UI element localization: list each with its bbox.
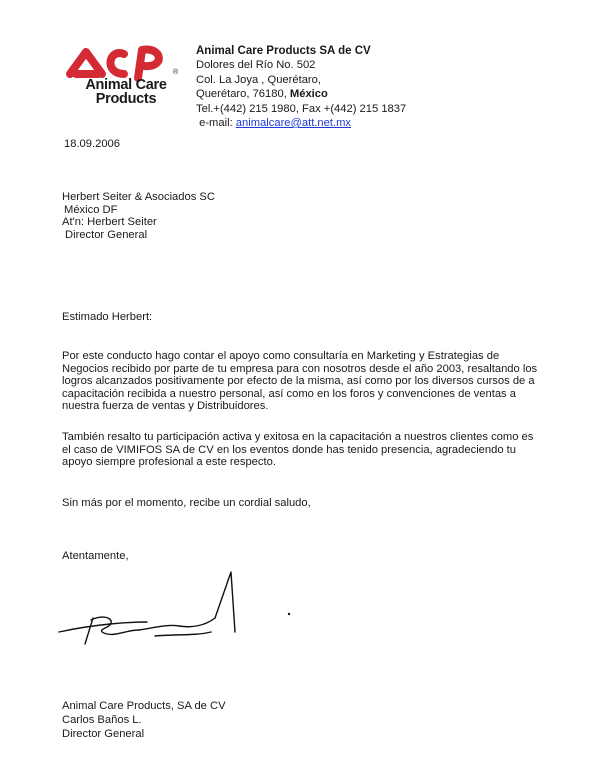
company-logo — [62, 42, 187, 114]
letterhead-address — [196, 44, 406, 130]
handwritten-signature — [55, 566, 305, 656]
body-paragraph-2: También resalto tu participación activa y exitosa en la capacitación a nuestros clientes como es el caso de VIMIFOS SA de CV en los eventos donde has tenido presencia, agradeciendo tu apoyo siempre profesional a este respecto. — [62, 431, 534, 469]
signer-title: Director General — [62, 728, 145, 741]
city-zip-line — [196, 87, 406, 101]
letter-date: 18.09.2006 — [64, 138, 120, 150]
phone-fax: Tel.+(442) 215 1980, Fax +(442) 215 1837 — [196, 102, 407, 115]
salutation: Estimado Herbert: — [62, 311, 153, 323]
email-label: e-mail: — [199, 117, 233, 130]
recipient-name: Herbert Seiter & Asociados SC — [62, 191, 215, 203]
logo-wordmark — [66, 78, 186, 106]
acp-logo-icon — [62, 42, 187, 82]
street-address: Dolores del Río No. 502 — [196, 59, 316, 72]
recipient-title: Director General — [65, 228, 148, 241]
country: México — [289, 88, 328, 101]
city-zip: Querétaro, 76180, — [196, 88, 287, 101]
email-link[interactable]: animalcare@att.net.mx — [235, 117, 351, 130]
signer-company: Animal Care Products, SA de CV — [62, 700, 226, 712]
signer-name: Carlos Baños L. — [62, 714, 142, 727]
logo-line-1: Animal Care — [85, 77, 167, 93]
company-name: Animal Care Products SA de CV — [196, 45, 371, 57]
closing-line: Sin más por el momento, recibe un cordial saludo, — [62, 497, 311, 509]
recipient-city: México DF — [64, 203, 118, 216]
body-paragraph-1: Por este conducto hago contar el apoyo como consultaría en Marketing y Estrategias de Negocios recibido por parte de tu empresa para con nosotros desde el año 2003, resaltando los logros alcanzados positivamente por efecto de la misma, así como por los diversos cursos de a capacitación recibida a nuestro personal, así como en los foros y convenciones de ventas a nuestra fuerza de ventas y Distribuidores. — [62, 350, 538, 413]
recipient-block — [62, 191, 215, 241]
sign-off: Atentamente, — [62, 550, 129, 562]
recipient-attn: At'n: Herbert Seiter — [62, 216, 157, 229]
signature-block — [62, 699, 226, 742]
registered-mark: ® — [173, 69, 179, 76]
logo-line-2: Products — [95, 91, 157, 107]
colonia-address: Col. La Joya , Querétaro, — [196, 73, 321, 86]
email-line — [196, 116, 406, 130]
